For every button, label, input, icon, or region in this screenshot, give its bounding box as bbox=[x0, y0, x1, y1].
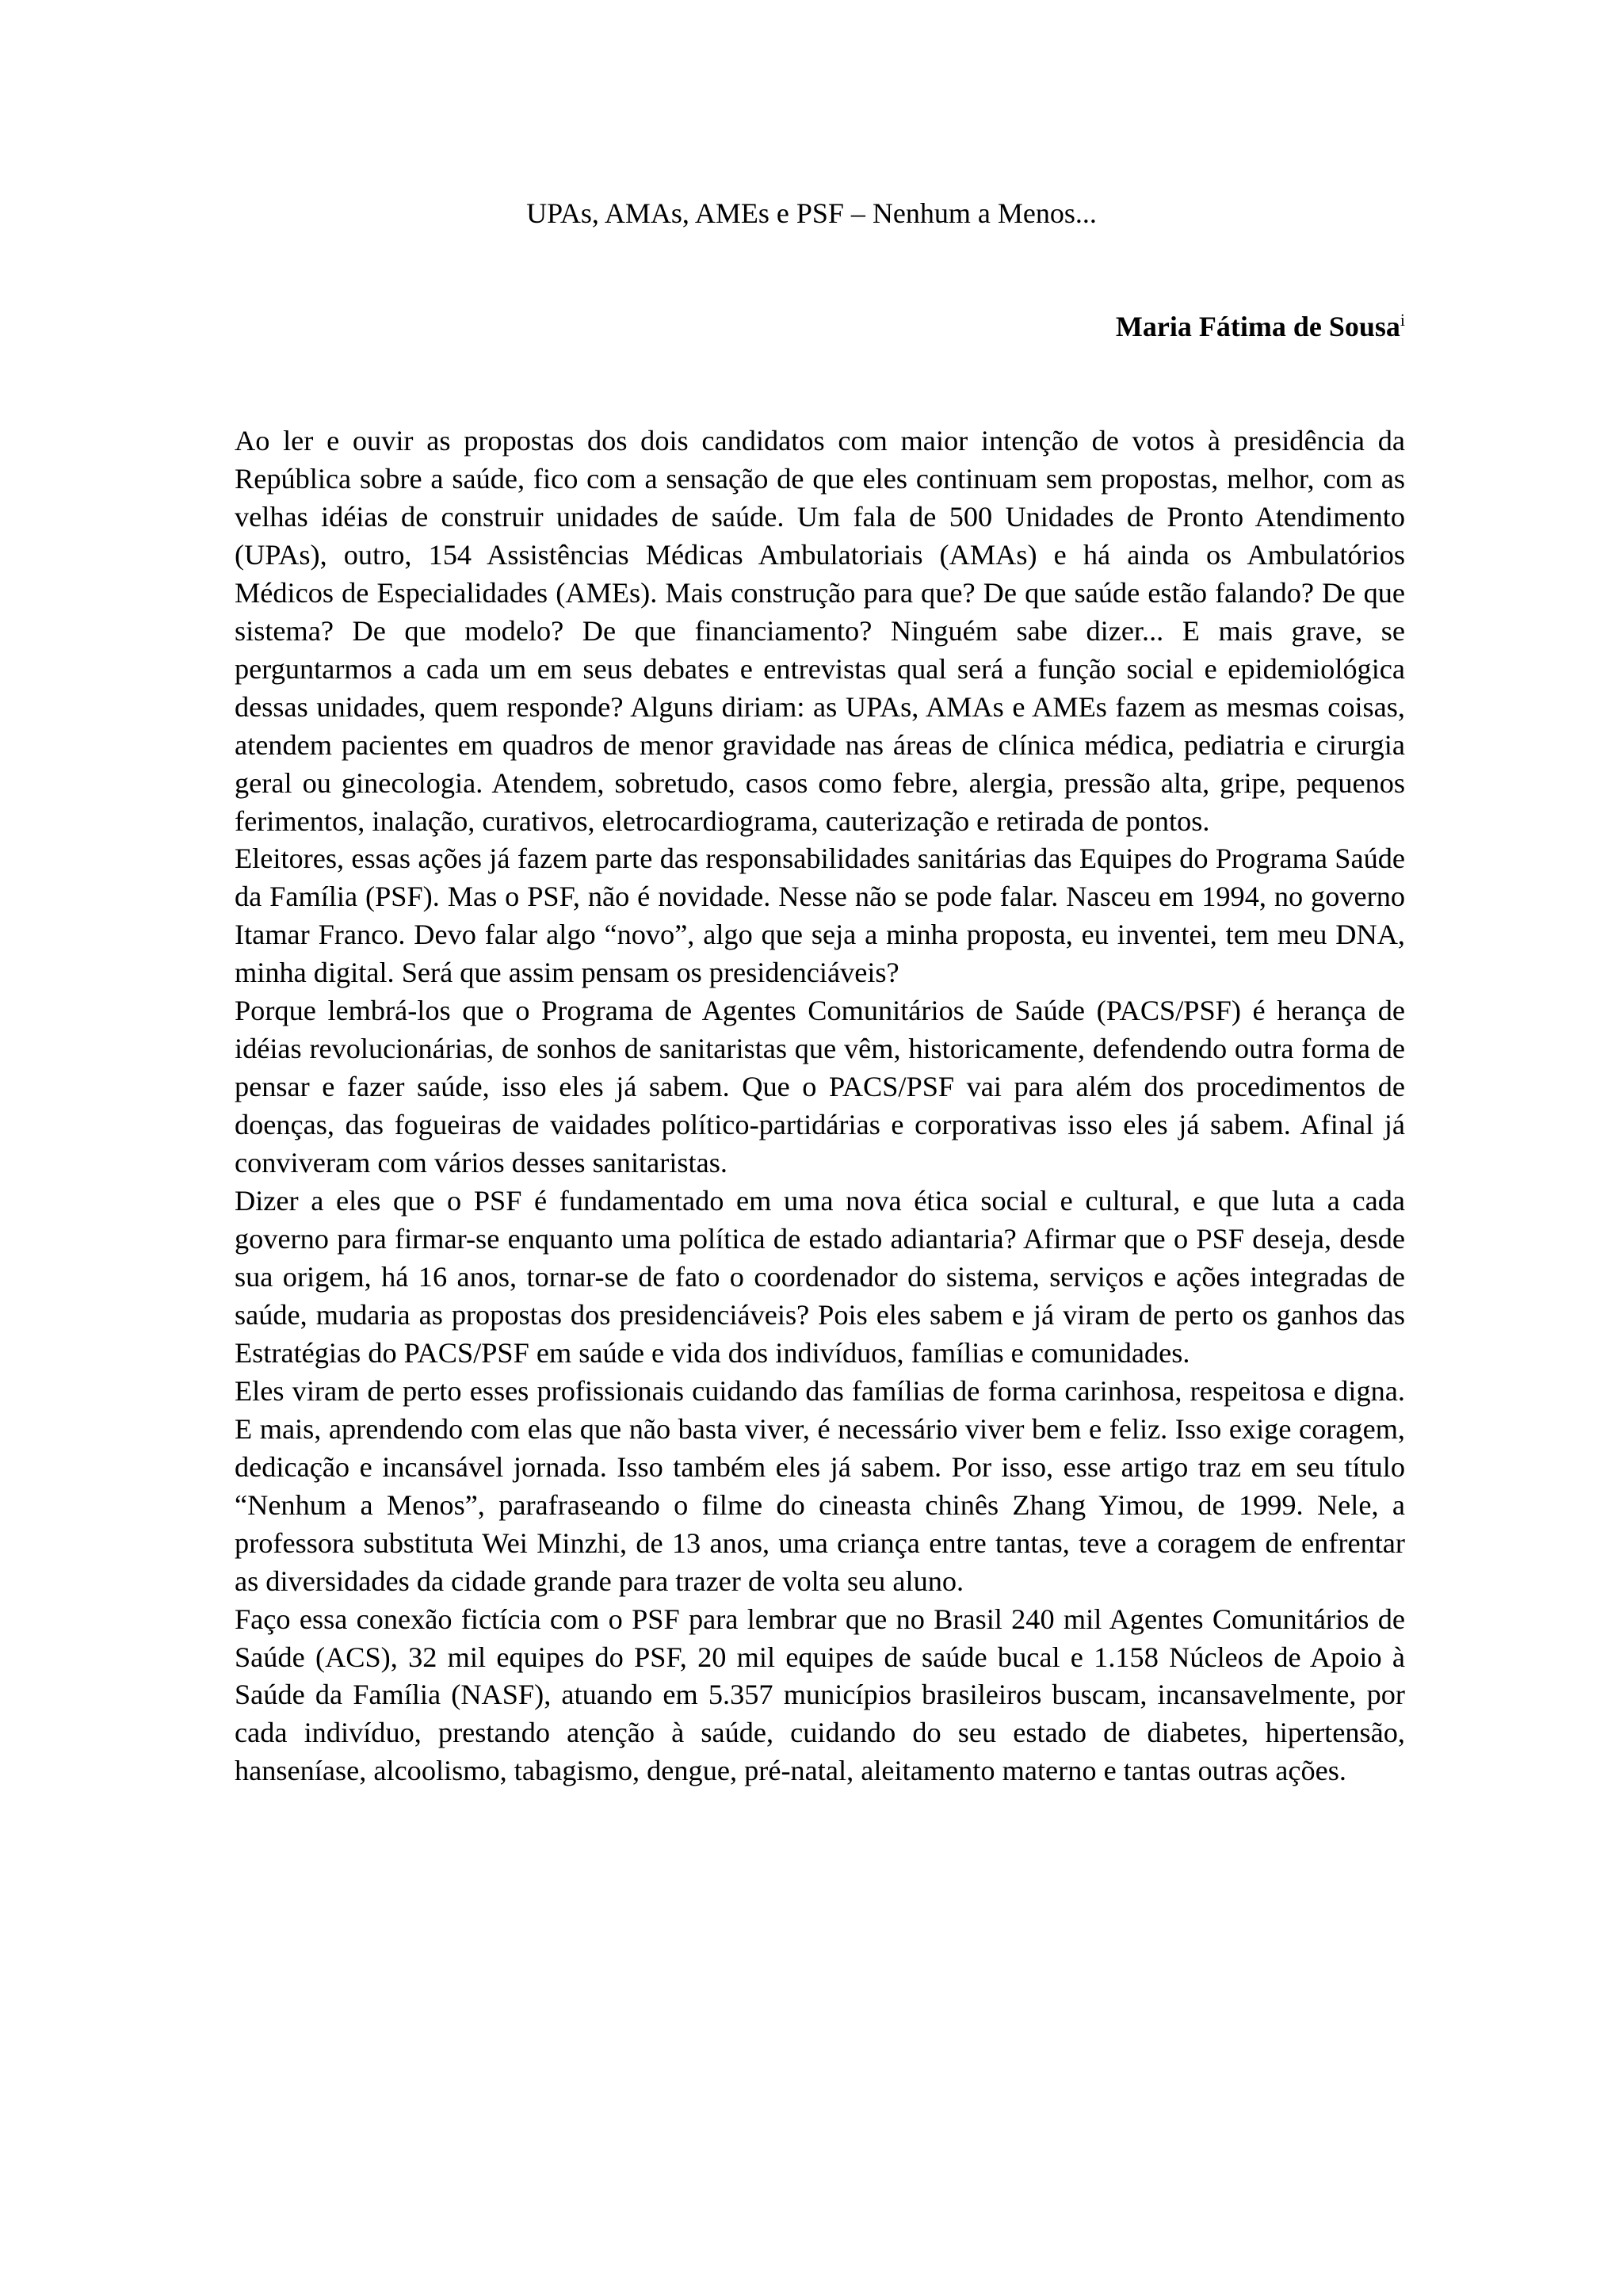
author-line bbox=[235, 308, 1405, 346]
paragraph-6: Faço essa conexão fictícia com o PSF para lembrar que no Brasil 240 mil Agentes Comunitários de Saúde (ACS), 32 mil equipes do PSF, 20 mil equipes de saúde bucal e 1.158 Núcleos de Apoio à Saúde da Família (NASF), atuando em 5.357 municípios brasileiros buscam, incansavelmente, por cada indivíduo, prestando atenção à saúde, cuidando do seu estado de diabetes, hipertensão, hanseníase, alcoolismo, tabagismo, dengue, pré-natal, aleitamento materno e tantas outras ações. bbox=[235, 1603, 1405, 1787]
document-title: UPAs, AMAs, AMEs e PSF – Nenhum a Menos... bbox=[526, 197, 1097, 229]
author-name: Maria Fátima de Sousa bbox=[1115, 311, 1400, 342]
author-footnote-marker: i bbox=[1400, 310, 1405, 330]
paragraph-3: Porque lembrá-los que o Programa de Agentes Comunitários de Saúde (PACS/PSF) é herança de idéias revolucionárias, de sonhos de sanitaristas que vêm, historicamente, defendendo outra forma de pensar e fazer saúde, isso eles já sabem. Que o PACS/PSF vai para além dos procedimentos de doenças, das fogueiras de vaidades político-partidárias e corporativas isso eles já sabem. Afinal já conviveram com vários desses sanitaristas. bbox=[235, 995, 1405, 1179]
paragraph-4: Dizer a eles que o PSF é fundamentado em uma nova ética social e cultural, e que luta a cada governo para firmar-se enquanto uma política de estado adiantaria? Afirmar que o PSF deseja, desde sua origem, há 16 anos, tornar-se de fato o coordenador do sistema, serviços e ações integradas de saúde, mudaria as propostas dos presidenciáveis? Pois eles sabem e já viram de perto os ganhos das Estratégias do PACS/PSF em saúde e vida dos indivíduos, famílias e comunidades. bbox=[235, 1185, 1405, 1369]
article-body bbox=[235, 422, 1405, 1790]
paragraph-2: Eleitores, essas ações já fazem parte das responsabilidades sanitárias das Equipes do Programa Saúde da Família (PSF). Mas o PSF, não é novidade. Nesse não se pode falar. Nasceu em 1994, no governo Itamar Franco. Devo falar algo “novo”, algo que seja a minha proposta, eu inventei, tem meu DNA, minha digital. Será que assim pensam os presidenciáveis? bbox=[235, 842, 1405, 989]
paragraph-1: Ao ler e ouvir as propostas dos dois candidatos com maior intenção de votos à presidência da República sobre a saúde, fico com a sensação de que eles continuam sem propostas, melhor, com as velhas idéias de construir unidades de saúde. Um fala de 500 Unidades de Pronto Atendimento (UPAs), outro, 154 Assistências Médicas Ambulatoriais (AMAs) e há ainda os Ambulatórios Médicos de Especialidades (AMEs). Mais construção para que? De que saúde estão falando? De que sistema? De que modelo? De que financiamento? Ninguém sabe dizer... E mais grave, se perguntarmos a cada um em seus debates e entrevistas qual será a função social e epidemiológica dessas unidades, quem responde? Alguns diriam: as UPAs, AMAs e AMEs fazem as mesmas coisas, atendem pacientes em quadros de menor gravidade nas áreas de clínica médica, pediatria e cirurgia geral ou ginecologia. Atendem, sobretudo, casos como febre, alergia, pressão alta, gripe, pequenos ferimentos, inalação, curativos, eletrocardiograma, cauterização e retirada de pontos. bbox=[235, 425, 1405, 837]
paragraph-5: Eles viram de perto esses profissionais cuidando das famílias de forma carinhosa, respeitosa e digna. E mais, aprendendo com elas que não basta viver, é necessário viver bem e feliz. Isso exige coragem, dedicação e incansável jornada. Isso também eles já sabem. Por isso, esse artigo traz em seu título “Nenhum a Menos”, parafraseando o filme do cineasta chinês Zhang Yimou, de 1999. Nele, a professora substituta Wei Minzhi, de 13 anos, uma criança entre tantas, teve a coragem de enfrentar as diversidades da cidade grande para trazer de volta seu aluno. bbox=[235, 1374, 1405, 1597]
